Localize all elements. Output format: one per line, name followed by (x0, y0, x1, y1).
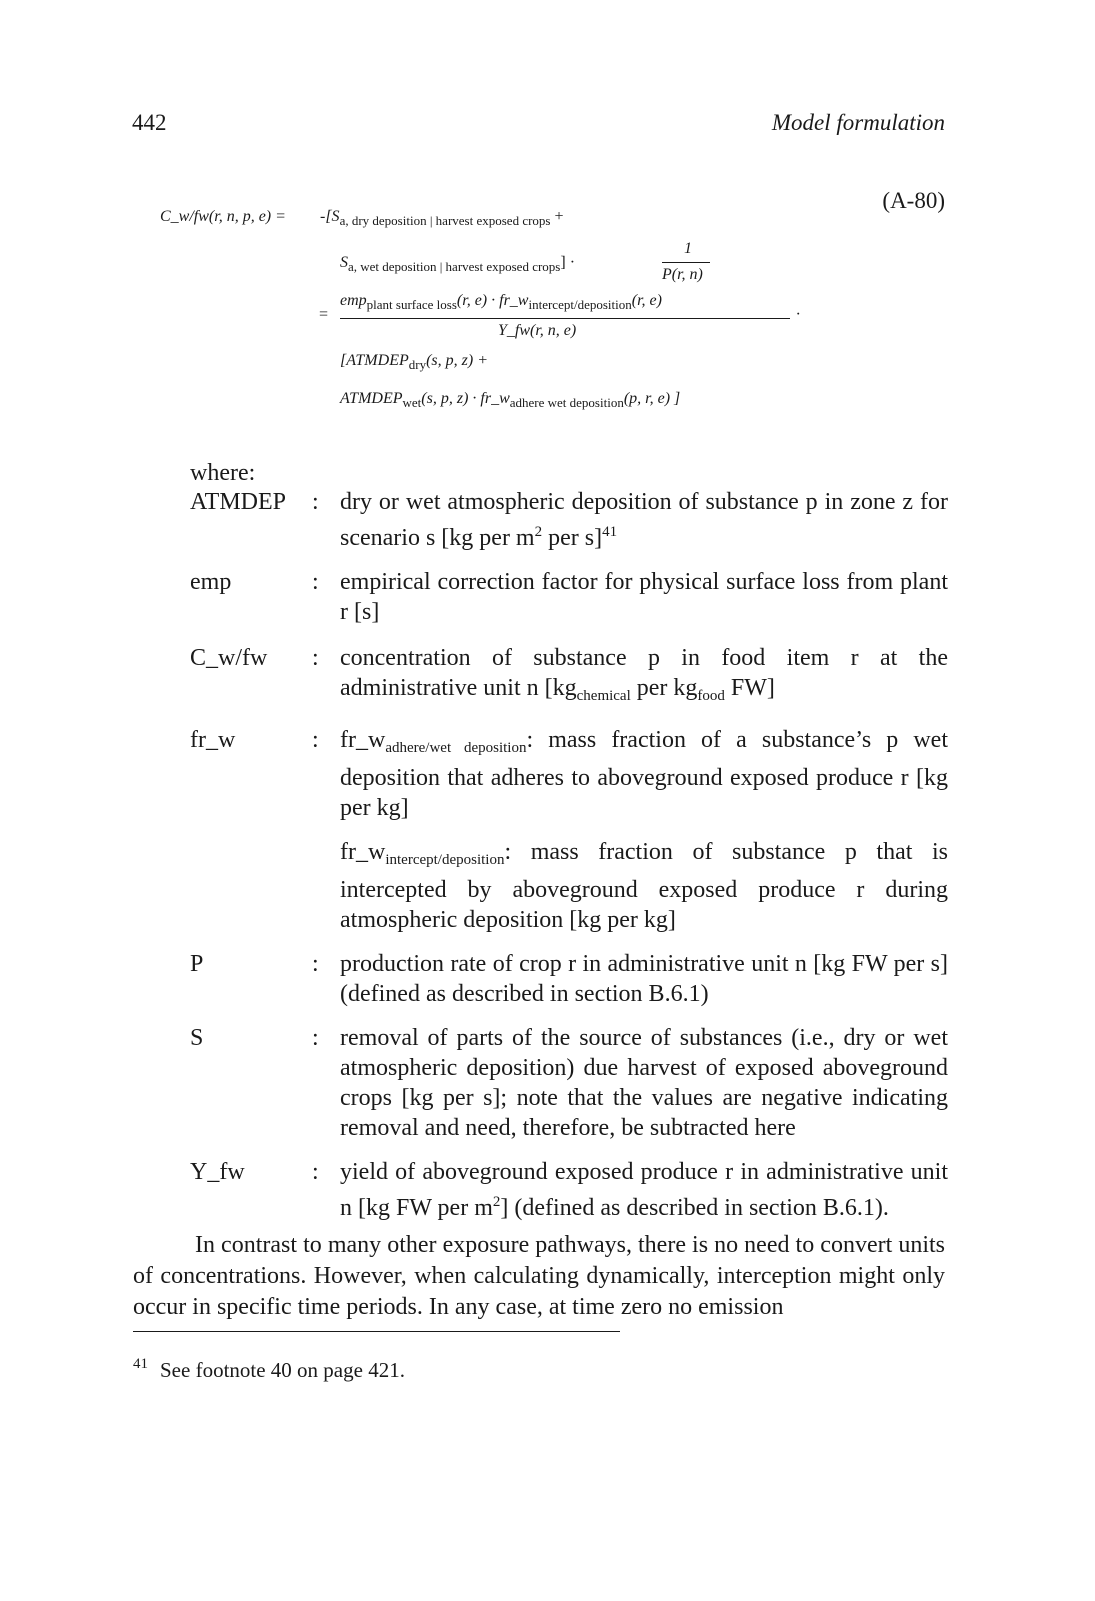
definition-text-part: : mass fraction of a substance’s p wet deposition that adheres to aboveground exposed produce r [kg per kg] (340, 727, 948, 821)
running-title: Model formulation (771, 110, 945, 135)
eq1-s: -[S (320, 208, 340, 225)
definition-text: empirical correction factor for physical surface loss from plant r [s] (340, 569, 948, 625)
definition-text-part: ] (defined as described in section B.6.1). (500, 1195, 889, 1221)
definition-text (340, 837, 948, 935)
definition-text-part: concentration of substance p in food item r at the administrative unit n [kg (340, 645, 948, 701)
definition-p (190, 949, 948, 1009)
eq5-args: (p, r, e) ] (623, 390, 681, 407)
eq4-args: (s, p, z) + (426, 352, 488, 369)
definition-subscript: food (697, 688, 725, 704)
definition-text: removal of parts of the source of substances (i.e., dry or wet atmospheric deposition) due harvest of exposed aboveground crops [kg per s]; note that the values are negative indicating removal and need, therefore, be subtracted here (340, 1025, 948, 1141)
definition-colon: : (312, 951, 319, 977)
definition-atmdep (190, 487, 948, 553)
footnote-number: 41 (133, 1356, 148, 1372)
definition-term: emp (190, 569, 232, 595)
definition-text (340, 1157, 948, 1223)
eq3-equals: = (318, 306, 329, 323)
equation-line-2 (340, 254, 575, 275)
eq5-atmdep: ATMDEP (340, 390, 403, 407)
body-paragraph: In contrast to many other exposure pathways, there is no need to convert units of concentrations. However, when calculating dynamically, interception might only occur in specific time periods. In any case, at time zero no emission (133, 1232, 945, 1320)
eq3-denominator: Y_fw(r, n, e) (498, 322, 577, 339)
definition-text: production rate of crop r in administrative unit n [kg FW per s] (defined as described in section B.6.1) (340, 951, 948, 1007)
eq3-emp: emp (340, 292, 367, 309)
definition-superscript: 2 (534, 524, 543, 540)
eq4-sub: dry (408, 357, 427, 373)
definition-colon: : (312, 489, 319, 515)
definition-term: ATMDEP (190, 489, 287, 515)
definition-fr-w-intercept (190, 837, 948, 935)
definition-text (340, 643, 948, 711)
footnote-text: See footnote 40 on page 421. (160, 1358, 405, 1382)
definition-text-part: : mass fraction of substance p that is intercepted by aboveground exposed produce r during atmospheric deposition [kg per kg] (340, 839, 948, 933)
eq2-s: S (340, 254, 348, 271)
definition-emp (190, 567, 948, 627)
eq3-fraction-bar (340, 318, 790, 319)
definition-y-fw (190, 1157, 948, 1223)
eq3-emp-sub: plant surface loss (366, 297, 457, 313)
equation-line-5 (340, 390, 680, 411)
definitions-list (190, 487, 948, 1223)
eq3-frw-sub: intercept/deposition (528, 297, 632, 313)
definition-colon: : (312, 1159, 319, 1185)
definition-text-part: per s] (542, 525, 603, 551)
footnote-divider (133, 1331, 620, 1332)
definition-colon: : (312, 1025, 319, 1051)
footnote (133, 1356, 405, 1383)
definition-term: fr_w (190, 727, 236, 753)
eq3-numerator (340, 292, 662, 313)
footnote-reference: 41 (602, 524, 618, 540)
where-label: where: (190, 460, 256, 486)
definition-text (340, 725, 948, 823)
equation-lhs: C_w/fw(r, n, p, e) = (160, 208, 286, 225)
eq3-args: (r, e) (631, 292, 662, 309)
eq1-tail: + (550, 208, 564, 225)
definition-text-part: yield of aboveground exposed produce r in administrative unit n [kg FW per m (340, 1159, 948, 1221)
eq3-tail: · (796, 306, 800, 323)
eq2-fraction-bar (662, 262, 710, 263)
eq2-s-sub: a, wet deposition | harvest exposed crops (348, 259, 561, 275)
eq5-frw: (s, p, z) · fr_w (421, 390, 510, 407)
definition-subscript: chemical (576, 688, 631, 704)
definition-text (340, 487, 948, 553)
definition-text-part: fr_w (340, 727, 386, 753)
definition-term: P (190, 951, 204, 977)
definition-superscript: 2 (492, 1194, 501, 1210)
eq2-frac-num: 1 (684, 240, 692, 257)
eq2-frac-den: P(r, n) (662, 266, 703, 283)
eq1-s-sub: a, dry deposition | harvest exposed crops (339, 213, 551, 229)
definition-colon: : (312, 727, 319, 753)
definition-text-part: fr_w (340, 839, 386, 865)
eq4-atmdep: [ATMDEP (340, 352, 409, 369)
definition-term: Y_fw (190, 1159, 245, 1185)
eq3-frw: (r, e) · fr_w (456, 292, 529, 309)
eq2-tail: ] · (560, 254, 576, 271)
page-number: 442 (132, 110, 167, 135)
definition-c-w-fw (190, 643, 948, 711)
definition-term: S (190, 1025, 204, 1051)
definition-text-part: per kg (630, 675, 698, 701)
definition-s (190, 1023, 948, 1143)
definition-text-part: FW] (724, 675, 775, 701)
definition-term (190, 837, 312, 935)
equation-line-1 (320, 208, 564, 229)
eq5-frw-sub: adhere wet deposition (509, 395, 624, 411)
definition-colon: : (312, 645, 319, 671)
definition-colon: : (312, 569, 319, 595)
equation-line-4 (340, 352, 488, 373)
definition-subscript: intercept/deposition (385, 852, 505, 868)
definition-subscript: adhere/wet deposition (385, 740, 527, 756)
definition-term: C_w/fw (190, 645, 268, 671)
definition-text-part: dry or wet atmospheric deposition of substance p in zone z for scenario s [kg per m (340, 489, 948, 551)
equation-number: (A-80) (882, 188, 945, 213)
definition-fr-w (190, 725, 948, 823)
definition-colon (312, 837, 340, 935)
eq5-sub: wet (402, 395, 422, 411)
